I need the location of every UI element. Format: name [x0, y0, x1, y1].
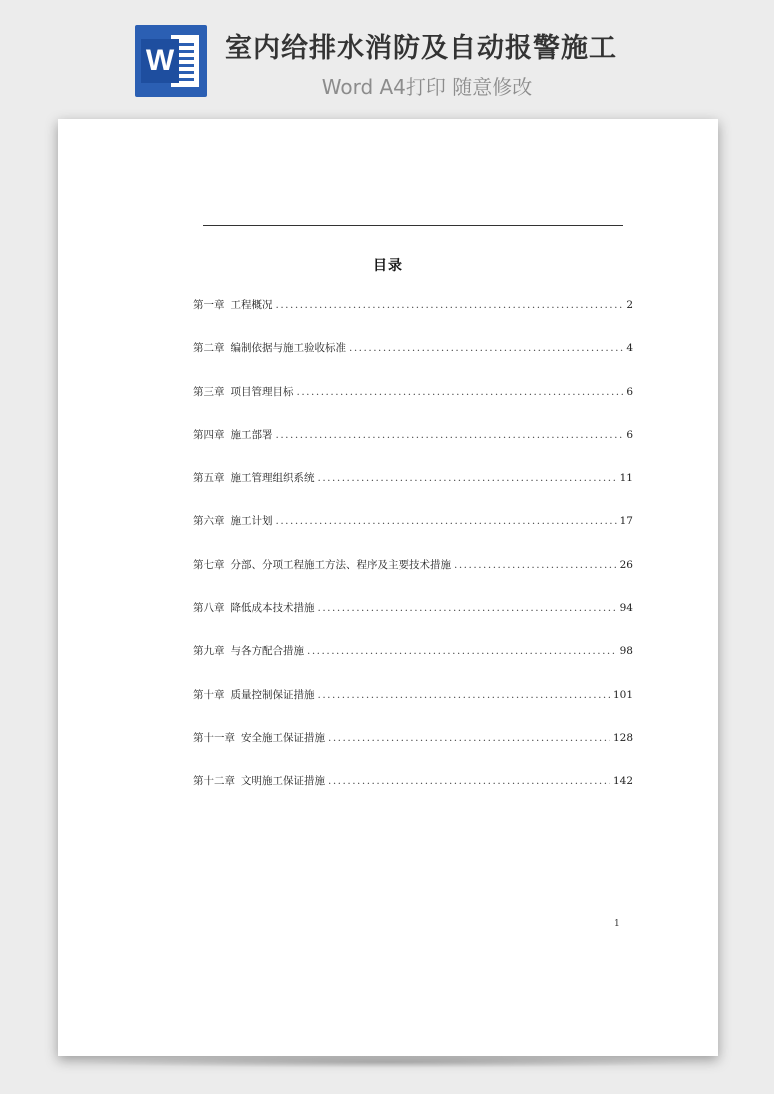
toc-leader [328, 732, 610, 744]
toc-page-number: 101 [612, 688, 633, 701]
toc-title: 安全施工保证措施 [241, 731, 325, 744]
toc-page-number: 128 [612, 731, 633, 744]
toc-entry-6[interactable] [193, 513, 633, 556]
toc-title: 施工管理组织系统 [230, 472, 315, 485]
toc-title: 工程概况 [230, 299, 273, 311]
toc-chapter: 第一章 [193, 299, 225, 311]
toc-chapter: 第二章 [193, 342, 225, 355]
page-number: 1 [614, 919, 620, 929]
page-shadow [70, 1056, 710, 1068]
toc-page-number: 4 [626, 342, 633, 355]
toc-leader [318, 602, 617, 614]
document-page [58, 119, 718, 1056]
toc-title: 分部、分项工程施工方法、程序及主要技术措施 [230, 558, 451, 571]
word-icon-letter: W [141, 39, 179, 83]
toc-heading: 目录 [373, 258, 403, 274]
toc-entry-10[interactable] [193, 687, 633, 730]
toc-title: 与各方配合措施 [230, 645, 304, 658]
toc-leader [297, 386, 624, 398]
toc-leader [276, 429, 624, 441]
word-document-icon [135, 25, 207, 97]
toc-title: 降低成本技术措施 [230, 602, 315, 615]
toc-leader [328, 775, 610, 787]
toc-leader [276, 515, 617, 527]
toc-chapter: 第八章 [193, 602, 225, 615]
toc-chapter: 第三章 [193, 385, 225, 398]
toc-title: 施工部署 [230, 428, 273, 441]
toc-leader [454, 559, 617, 571]
toc-entry-9[interactable] [193, 643, 633, 686]
toc-chapter: 第四章 [193, 428, 225, 441]
toc-entry-1[interactable] [193, 297, 633, 340]
banner-subtitle: Word A4打印 随意修改 [321, 75, 533, 99]
toc-page-number: 2 [626, 299, 633, 311]
toc-entry-7[interactable] [193, 557, 633, 600]
toc-page-number: 98 [619, 645, 633, 658]
toc-chapter: 第七章 [193, 558, 225, 571]
toc-page-number: 17 [619, 515, 633, 528]
banner-title: 室内给排水消防及自动报警施工 [225, 33, 617, 64]
toc-leader [276, 299, 624, 311]
toc-entry-5[interactable] [193, 470, 633, 513]
toc-title: 文明施工保证措施 [241, 775, 325, 788]
table-of-contents [193, 297, 633, 817]
toc-leader [318, 689, 610, 701]
toc-page-number: 142 [612, 775, 633, 788]
toc-leader [307, 645, 617, 657]
toc-chapter: 第六章 [193, 515, 225, 528]
toc-leader [349, 342, 623, 354]
toc-entry-12[interactable] [193, 773, 633, 816]
toc-entry-11[interactable] [193, 730, 633, 773]
toc-chapter: 第九章 [193, 645, 225, 658]
toc-chapter: 第十二章 [193, 775, 235, 788]
header-banner [0, 0, 774, 118]
toc-leader [318, 472, 617, 484]
toc-title: 项目管理目标 [230, 385, 294, 398]
toc-entry-4[interactable] [193, 427, 633, 470]
toc-title: 质量控制保证措施 [230, 688, 315, 701]
toc-page-number: 94 [619, 602, 633, 615]
toc-page-number: 6 [626, 385, 633, 398]
toc-page-number: 6 [626, 428, 633, 441]
toc-title: 编制依据与施工验收标准 [230, 342, 346, 355]
toc-entry-2[interactable] [193, 340, 633, 383]
toc-page-number: 11 [619, 472, 633, 485]
toc-title: 施工计划 [230, 515, 273, 528]
toc-chapter: 第十一章 [193, 731, 235, 744]
toc-chapter: 第十章 [193, 688, 225, 701]
toc-entry-3[interactable] [193, 384, 633, 427]
toc-entry-8[interactable] [193, 600, 633, 643]
toc-page-number: 26 [619, 558, 633, 571]
toc-chapter: 第五章 [193, 472, 225, 485]
header-rule [203, 225, 623, 226]
